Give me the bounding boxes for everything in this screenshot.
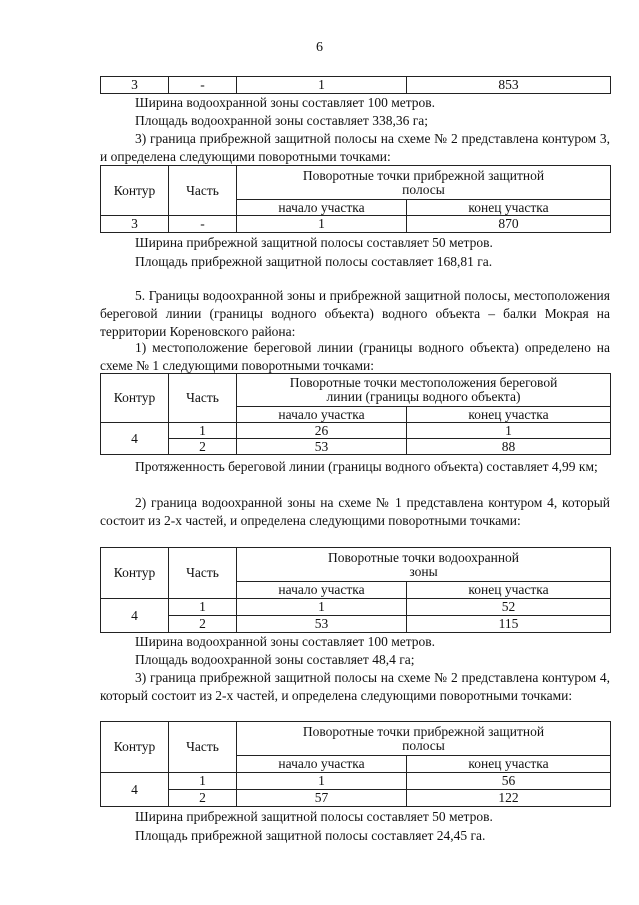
table-row <box>101 616 611 633</box>
table-cell: 3 <box>101 77 169 94</box>
paragraph: 1) местоположение береговой линии (границы водного объекта) определено на схеме № 1 следующими поворотными точками: <box>100 340 610 373</box>
table-4 <box>100 721 611 807</box>
table-cell: 870 <box>407 216 611 233</box>
table-cell: 1 <box>237 599 407 616</box>
table-row <box>101 439 611 455</box>
header-points: Поворотные точки прибрежной защитной полосы <box>237 166 611 200</box>
table-cell: 1 <box>169 599 237 616</box>
table-3 <box>100 547 611 633</box>
paragraph: Ширина водоохранной зоны составляет 100 метров. <box>135 634 436 649</box>
header-chast: Часть <box>169 722 237 773</box>
table-cell: 53 <box>237 439 407 455</box>
table-cell: 853 <box>407 77 611 94</box>
table-row <box>101 423 611 439</box>
paragraph: Площадь прибрежной защитной полосы составляет 168,81 га. <box>135 254 493 269</box>
table-row <box>101 599 611 616</box>
table-cell: 26 <box>237 423 407 439</box>
table-row <box>101 77 611 94</box>
header-end: конец участка <box>407 756 611 773</box>
header-chast: Часть <box>169 548 237 599</box>
paragraph: Площадь водоохранной зоны составляет 338,36 га; <box>135 113 428 128</box>
header-chast: Часть <box>169 166 237 216</box>
header-kontur: Контур <box>101 374 169 423</box>
table-cell: 1 <box>169 773 237 790</box>
table-1 <box>100 165 611 233</box>
table-cell: 2 <box>169 439 237 455</box>
page-number: 6 <box>316 40 323 55</box>
header-kontur: Контур <box>101 548 169 599</box>
header-kontur: Контур <box>101 722 169 773</box>
paragraph: Ширина прибрежной защитной полосы составляет 50 метров. <box>135 235 493 250</box>
header-end: конец участка <box>407 407 611 423</box>
header-start: начало участка <box>237 407 407 423</box>
table-cell: 2 <box>169 790 237 807</box>
table-cell: - <box>169 216 237 233</box>
header-end: конец участка <box>407 200 611 216</box>
paragraph: Площадь прибрежной защитной полосы составляет 24,45 га. <box>135 828 486 843</box>
header-points: Поворотные точки местоположения береговой линии (границы водного объекта) <box>237 374 611 407</box>
table-cell: 1 <box>237 77 407 94</box>
header-start: начало участка <box>237 200 407 216</box>
table-cell: 88 <box>407 439 611 455</box>
paragraph: Протяженность береговой линии (границы водного объекта) составляет 4,99 км; <box>135 459 598 474</box>
paragraph: 2) граница водоохранной зоны на схеме № 1 представлена контуром 4, который состоит из 2-х частей, и определена следующими поворотными точками: <box>100 495 610 528</box>
table-cell: 57 <box>237 790 407 807</box>
table-cont <box>100 76 611 94</box>
table-cell: 4 <box>101 599 169 633</box>
table-cell: 53 <box>237 616 407 633</box>
header-kontur: Контур <box>101 166 169 216</box>
table-cell: - <box>169 77 237 94</box>
table-cell: 2 <box>169 616 237 633</box>
table-cell: 56 <box>407 773 611 790</box>
table-row <box>101 773 611 790</box>
table-cell: 1 <box>169 423 237 439</box>
paragraph: 5. Границы водоохранной зоны и прибрежной защитной полосы, местоположения береговой линии (границы водного объекта) водного объекта – балки Мокрая на территории Кореновского района: <box>100 288 610 339</box>
table-cell: 4 <box>101 773 169 807</box>
paragraph: Площадь водоохранной зоны составляет 48,4 га; <box>135 652 415 667</box>
table-cell: 1 <box>237 773 407 790</box>
header-points: Поворотные точки прибрежной защитной полосы <box>237 722 611 756</box>
header-points: Поворотные точки водоохранной зоны <box>237 548 611 582</box>
table-cell: 3 <box>101 216 169 233</box>
paragraph: 3) граница прибрежной защитной полосы на схеме № 2 представлена контуром 4, который состоит из 2-х частей, и определена следующими поворотными точками: <box>100 670 610 703</box>
paragraph: Ширина прибрежной защитной полосы составляет 50 метров. <box>135 809 493 824</box>
paragraph: Ширина водоохранной зоны составляет 100 метров. <box>135 95 436 110</box>
table-row <box>101 216 611 233</box>
header-start: начало участка <box>237 582 407 599</box>
table-cell: 52 <box>407 599 611 616</box>
table-cell: 4 <box>101 423 169 455</box>
table-2 <box>100 373 611 455</box>
header-end: конец участка <box>407 582 611 599</box>
table-cell: 122 <box>407 790 611 807</box>
table-cell: 1 <box>237 216 407 233</box>
table-cell: 115 <box>407 616 611 633</box>
header-chast: Часть <box>169 374 237 423</box>
table-row <box>101 790 611 807</box>
paragraph: 3) граница прибрежной защитной полосы на схеме № 2 представлена контуром 3, и определена следующими поворотными точками: <box>100 131 610 164</box>
header-start: начало участка <box>237 756 407 773</box>
table-cell: 1 <box>407 423 611 439</box>
